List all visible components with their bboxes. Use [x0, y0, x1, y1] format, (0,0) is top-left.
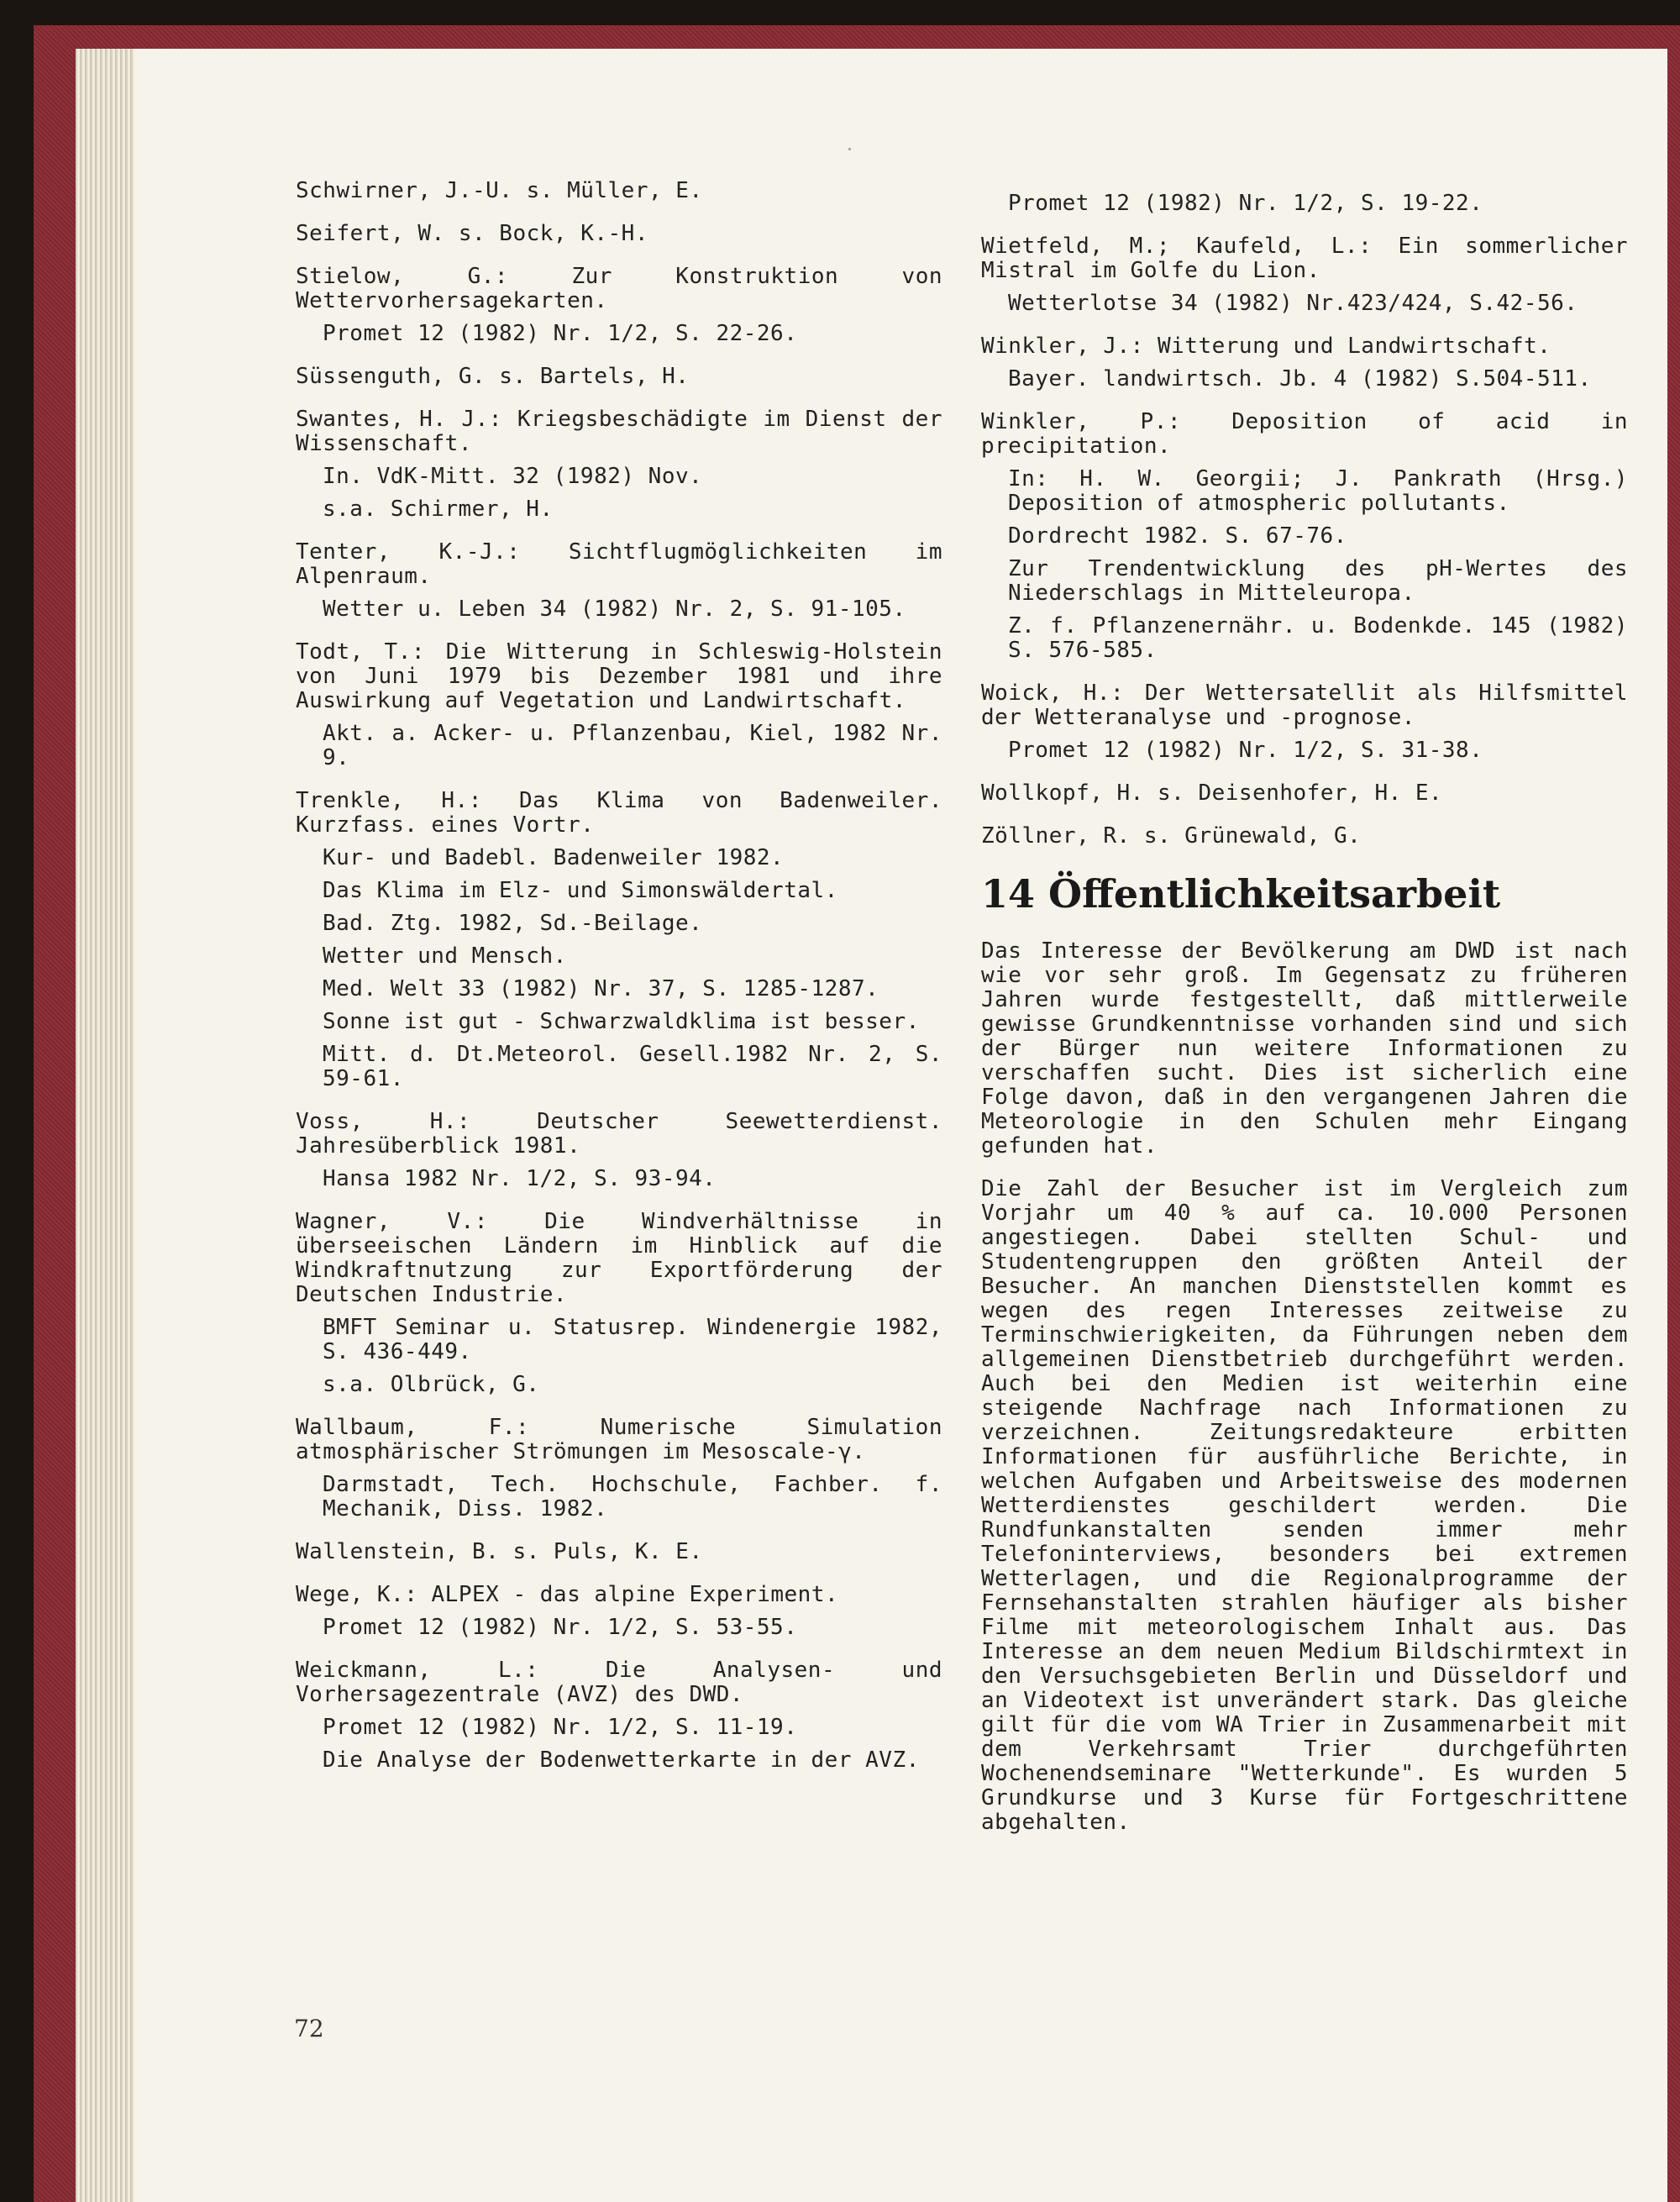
reference-source: Wetterlotse 34 (1982) Nr.423/424, S.42-56. [1008, 291, 1578, 316]
reference-main: Wege, K.: ALPEX - das alpine Experiment. [296, 1582, 839, 1607]
reference-source: Med. Welt 33 (1982) Nr. 37, S. 1285-1287. [323, 976, 879, 1001]
reference-main: Wietfeld, M.; Kaufeld, L.: Ein sommerlicher Mistral im Golfe du Lion. [981, 234, 1628, 283]
book-page [134, 49, 1667, 2202]
section-heading: 14 Öffentlichkeitsarbeit [981, 871, 1501, 917]
reference-entry [296, 640, 942, 770]
reference-source: s.a. Olbrück, G. [323, 1372, 540, 1397]
reference-main: Süssenguth, G. s. Bartels, H. [296, 364, 690, 389]
reference-entry [981, 192, 1628, 216]
reference-source: Hansa 1982 Nr. 1/2, S. 93-94. [323, 1166, 717, 1191]
reference-main: Winkler, J.: Witterung und Landwirtschaft. [981, 334, 1551, 359]
left-column [296, 179, 942, 1791]
reference-entry [981, 234, 1628, 316]
reference-entry [296, 222, 942, 246]
reference-main: Wallenstein, B. s. Puls, K. E. [296, 1539, 703, 1564]
print-speck [848, 148, 851, 150]
reference-entry [296, 1210, 942, 1397]
reference-source: Promet 12 (1982) Nr. 1/2, S. 11-19. [323, 1715, 798, 1740]
reference-source: Wetter und Mensch. [323, 943, 567, 969]
reference-source: In. VdK-Mitt. 32 (1982) Nov. [323, 464, 703, 489]
reference-source: Promet 12 (1982) Nr. 1/2, S. 53-55. [323, 1615, 798, 1640]
reference-main: Weickmann, L.: Die Analysen- und Vorhersagezentrale (AVZ) des DWD. [296, 1658, 942, 1707]
reference-source: Kur- und Badebl. Badenweiler 1982. [323, 845, 785, 870]
reference-entry [981, 824, 1628, 849]
reference-main: Woick, H.: Der Wettersatellit als Hilfsmittel der Wetteranalyse und -prognose. [981, 681, 1628, 730]
reference-main: Wollkopf, H. s. Deisenhofer, H. E. [981, 780, 1443, 806]
reference-main: Voss, H.: Deutscher Seewetterdienst. Jahresüberblick 1981. [296, 1109, 942, 1159]
reference-entry [296, 1658, 942, 1773]
reference-entry [981, 334, 1628, 392]
reference-main: Wagner, V.: Die Windverhältnisse in überseeischen Ländern im Hinblick auf die Windkraftnutzung zur Exportförderung der Deutschen Industrie. [296, 1209, 942, 1307]
reference-source: Bad. Ztg. 1982, Sd.-Beilage. [323, 911, 703, 936]
reference-main: Winkler, P.: Deposition of acid in precipitation. [981, 409, 1628, 459]
reference-main: Todt, T.: Die Witterung in Schleswig-Holstein von Juni 1979 bis Dezember 1981 und ihre Auswirkung auf Vegetation und Landwirtschaft. [296, 639, 942, 713]
reference-source: Dordrecht 1982. S. 67-76. [1008, 523, 1347, 549]
reference-source: Darmstadt, Tech. Hochschule, Fachber. f. Mechanik, Diss. 1982. [323, 1472, 942, 1521]
reference-source: Z. f. Pflanzenernähr. u. Bodenkde. 145 (1982) S. 576-585. [1008, 613, 1628, 663]
reference-main: Schwirner, J.-U. s. Müller, E. [296, 178, 703, 203]
reference-source: Promet 12 (1982) Nr. 1/2, S. 19-22. [1008, 191, 1483, 216]
reference-main: Swantes, H. J.: Kriegsbeschädigte im Dienst der Wissenschaft. [296, 407, 942, 456]
reference-source: Promet 12 (1982) Nr. 1/2, S. 31-38. [1008, 738, 1483, 763]
reference-source: BMFT Seminar u. Statusrep. Windenergie 1982, S. 436-449. [323, 1315, 942, 1364]
reference-entry [296, 407, 942, 522]
page-number: 72 [294, 2015, 324, 2042]
reference-source: Bayer. landwirtsch. Jb. 4 (1982) S.504-511. [1008, 366, 1592, 392]
reference-main: Seifert, W. s. Bock, K.-H. [296, 221, 648, 246]
reference-entry [981, 410, 1628, 663]
section-paragraph: Das Interesse der Bevölkerung am DWD ist nach wie vor sehr groß. Im Gegensatz zu früheren Jahren wurde festgestellt, daß mittlerweile gewisse Grundkenntnisse vorhanden sind und sich der Bürger nun weitere Informationen zu verschaffen sucht. Dies ist sicherlich eine Folge davon, daß in den vergangenen Jahren die Meteorologie in den Schulen mehr Eingang gefunden hat. [981, 938, 1628, 1159]
reference-source: Promet 12 (1982) Nr. 1/2, S. 22-26. [323, 321, 798, 346]
reference-entry [296, 1583, 942, 1640]
reference-entry [296, 789, 942, 1091]
reference-main: Tenter, K.-J.: Sichtflugmöglichkeiten im Alpenraum. [296, 539, 942, 589]
reference-main: Zöllner, R. s. Grünewald, G. [981, 823, 1362, 849]
reference-entry [296, 1540, 942, 1564]
reference-entry [296, 1110, 942, 1191]
right-column [981, 192, 1628, 1853]
section-body [981, 939, 1628, 1835]
reference-entry [296, 179, 942, 203]
reference-entry [296, 1416, 942, 1521]
reference-source: Wetter u. Leben 34 (1982) Nr. 2, S. 91-105. [323, 596, 906, 622]
reference-source: Zur Trendentwicklung des pH-Wertes des Niederschlags in Mitteleuropa. [1008, 556, 1628, 606]
reference-source: s.a. Schirmer, H. [323, 497, 554, 522]
reference-entry [981, 781, 1628, 806]
reference-entry [296, 540, 942, 622]
reference-main: Stielow, G.: Zur Konstruktion von Wettervorhersagekarten. [296, 264, 942, 313]
reference-entry [296, 265, 942, 346]
reference-source: Sonne ist gut - Schwarzwaldklima ist besser. [323, 1009, 920, 1034]
reference-source: Das Klima im Elz- und Simonswäldertal. [323, 878, 838, 903]
reference-source: Akt. a. Acker- u. Pflanzenbau, Kiel, 1982 Nr. 9. [323, 721, 942, 770]
reference-entry [981, 681, 1628, 763]
reference-source: Die Analyse der Bodenwetterkarte in der AVZ. [323, 1747, 920, 1773]
reference-main: Wallbaum, F.: Numerische Simulation atmosphärischer Strömungen im Mesoscale-γ. [296, 1415, 942, 1464]
reference-source: In: H. W. Georgii; J. Pankrath (Hrsg.) Deposition of atmospheric pollutants. [1008, 466, 1628, 516]
reference-main: Trenkle, H.: Das Klima von Badenweiler. Kurzfass. eines Vortr. [296, 788, 942, 838]
reference-entry [296, 365, 942, 389]
reference-source: Mitt. d. Dt.Meteorol. Gesell.1982 Nr. 2, S. 59-61. [323, 1042, 942, 1091]
right-references [981, 192, 1628, 849]
section-paragraph: Die Zahl der Besucher ist im Vergleich zum Vorjahr um 40 % auf ca. 10.000 Personen angestiegen. Dabei stellten Schul- und Studentengruppen den größten Anteil der Besucher. An manchen Dienststellen kommt es wegen des regen Interesses zeitweise zu Terminschwierigkeiten, da Führungen neben dem allgemeinen Dienstbetrieb durchgeführt werden. Auch bei den Medien ist weiterhin eine steigende Nachfrage nach Informationen zu verzeichnen. Zeitungsredakteure erbitten Informationen für ausführliche Berichte, in welchen Aufgaben und Arbeitsweise des modernen Wetterdienstes geschildert werden. Die Rundfunkanstalten senden immer mehr Telefoninterviews, besonders bei extremen Wetterlagen, und die Regionalprogramme der Fernsehanstalten strahlen häufiger als bisher Filme mit meteorologischem Inhalt aus. Das Interesse an dem neuen Medium Bildschirmtext in den Versuchsgebieten Berlin und Düsseldorf und an Videotext ist unverändert stark. Das gleiche gilt für die vom WA Trier in Zusammenarbeit mit dem Verkehrsamt Trier durchgeführten Wochenendseminare "Wetterkunde". Es wurden 5 Grundkurse und 3 Kurse für Fortgeschrittene abgehalten. [981, 1176, 1628, 1835]
